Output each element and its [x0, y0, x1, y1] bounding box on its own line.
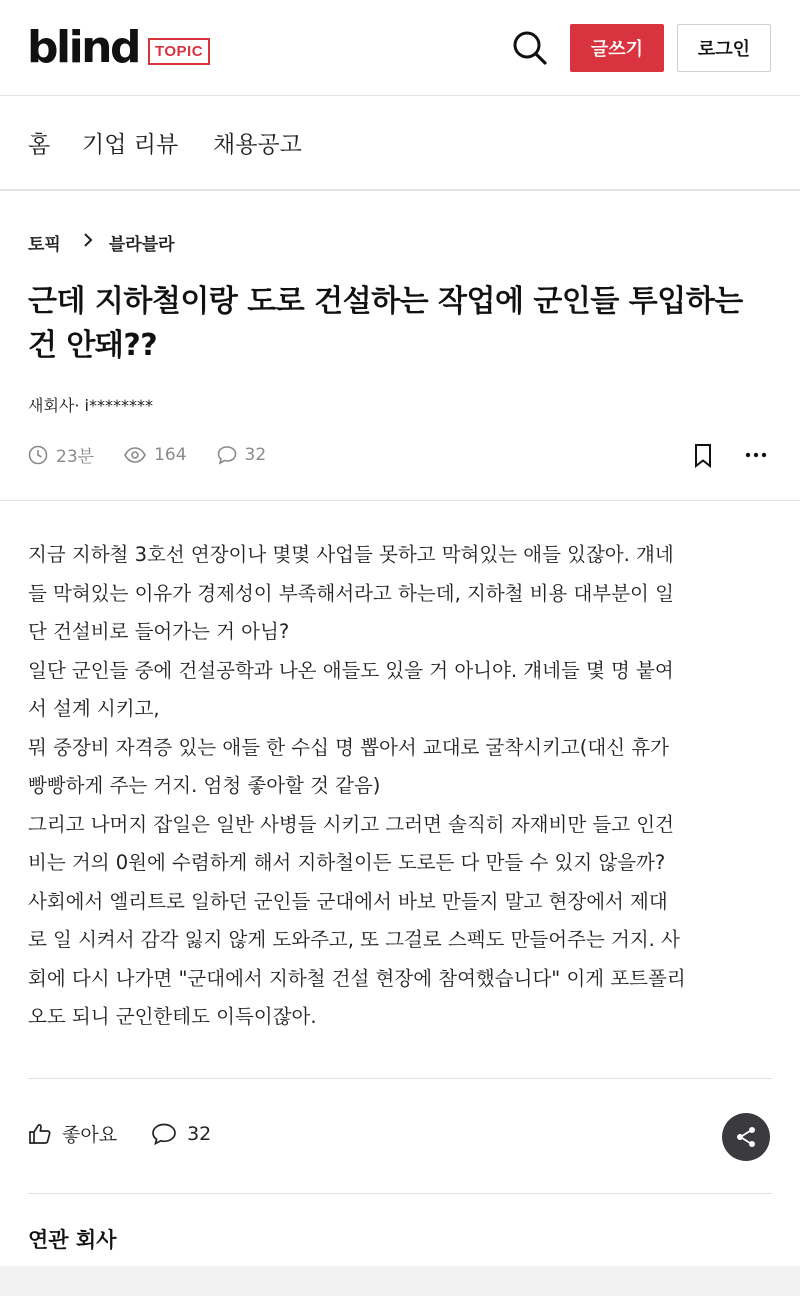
comments-value: 32 — [244, 444, 267, 465]
post-views — [124, 445, 186, 465]
post-body — [28, 536, 776, 1037]
body-line: 뭐 중장비 자격증 있는 애들 한 수십 명 뽑아서 교대로 굴착시키고(대신 휴가 — [28, 735, 669, 759]
like-label: 좋아요 — [62, 1124, 118, 1146]
bookmark-button[interactable] — [690, 442, 716, 470]
body-line: 사회에서 엘리트로 일하던 군인들 군대에서 바보 만들지 말고 현장에서 제대 — [28, 889, 668, 913]
logo-topic-badge: TOPIC — [148, 38, 210, 65]
share-icon — [734, 1125, 758, 1149]
body-line: 지금 지하철 3호선 연장이나 몇몇 사업들 못하고 막혀있는 애들 있잖아. 걔네 — [28, 543, 674, 566]
views-value: 164 — [154, 444, 187, 465]
breadcrumb — [28, 230, 175, 255]
post-meta — [28, 442, 296, 467]
more-dots-icon — [742, 443, 770, 467]
search-button[interactable] — [510, 28, 550, 68]
clock-icon — [28, 445, 48, 465]
body-line: 그리고 나머지 잡일은 일반 사병들 시키고 그러면 솔직히 자재비만 들고 인건 — [28, 812, 674, 836]
comment-count: 32 — [187, 1122, 212, 1145]
top-header — [0, 0, 800, 96]
post-actions — [28, 1120, 245, 1147]
share-button[interactable] — [722, 1113, 770, 1161]
blind-logo[interactable] — [27, 24, 210, 72]
divider — [0, 500, 800, 501]
bookmark-icon — [690, 442, 716, 470]
eye-icon — [124, 447, 146, 463]
more-options-button[interactable] — [742, 443, 770, 467]
post-comments — [217, 445, 267, 465]
main-nav — [0, 96, 800, 191]
search-icon — [510, 28, 550, 68]
nav-item-company-review[interactable]: 기업 리뷰 — [82, 132, 179, 158]
time-value: 23분 — [56, 447, 95, 467]
thumbs-up-icon — [28, 1122, 52, 1146]
post-time — [28, 442, 94, 467]
like-button[interactable] — [28, 1120, 117, 1147]
write-post-button[interactable]: 글쓰기 — [570, 24, 664, 72]
comment-icon — [151, 1122, 177, 1146]
related-companies-heading: 연관 회사 — [28, 1228, 117, 1252]
footer-band — [0, 1266, 800, 1296]
body-line: 단 건설비로 들어가는 거 아님? — [28, 620, 290, 643]
post-author: 새회사· i******** — [28, 396, 153, 415]
body-line: 비는 거의 0원에 수렴하게 해서 지하철이든 도로든 다 만들 수 있지 않을까? — [28, 851, 666, 874]
body-line: 일단 군인들 중에 건설공학과 나온 애들도 있을 거 아니야. 걔네들 몇 명 붙여 — [28, 658, 674, 682]
divider — [28, 1193, 772, 1194]
body-line: 회에 다시 나가면 "군대에서 지하철 건설 현장에 참여했습니다" 이게 포트폴리 — [28, 966, 686, 990]
divider — [28, 1078, 772, 1079]
body-line: 빵빵하게 주는 거지. 엄청 좋아할 것 같음) — [28, 774, 381, 797]
body-line: 오도 되니 군인한테도 이득이잖아. — [28, 1005, 317, 1028]
comment-icon — [217, 445, 237, 465]
chevron-right-icon — [83, 232, 93, 253]
comment-button[interactable] — [151, 1122, 211, 1146]
body-line: 로 일 시켜서 감각 잃지 않게 도와주고, 또 그걸로 스펙도 만들어주는 거지. 사 — [28, 928, 680, 951]
logo-wordmark: blind — [27, 22, 139, 73]
nav-item-home[interactable]: 홈 — [28, 132, 51, 158]
breadcrumb-channel[interactable]: 블라블라 — [108, 235, 175, 255]
post-title: 근데 지하철이랑 도로 건설하는 작업에 군인들 투입하는 건 안돼?? — [28, 284, 743, 363]
nav-item-jobs[interactable]: 채용공고 — [213, 132, 302, 158]
breadcrumb-topic[interactable]: 토픽 — [28, 235, 61, 255]
body-line: 서 설계 시키고, — [28, 697, 160, 720]
body-line: 들 막혀있는 이유가 경제성이 부족해서라고 하는데, 지하철 비용 대부분이 일 — [28, 581, 674, 605]
login-button[interactable]: 로그인 — [677, 24, 771, 72]
